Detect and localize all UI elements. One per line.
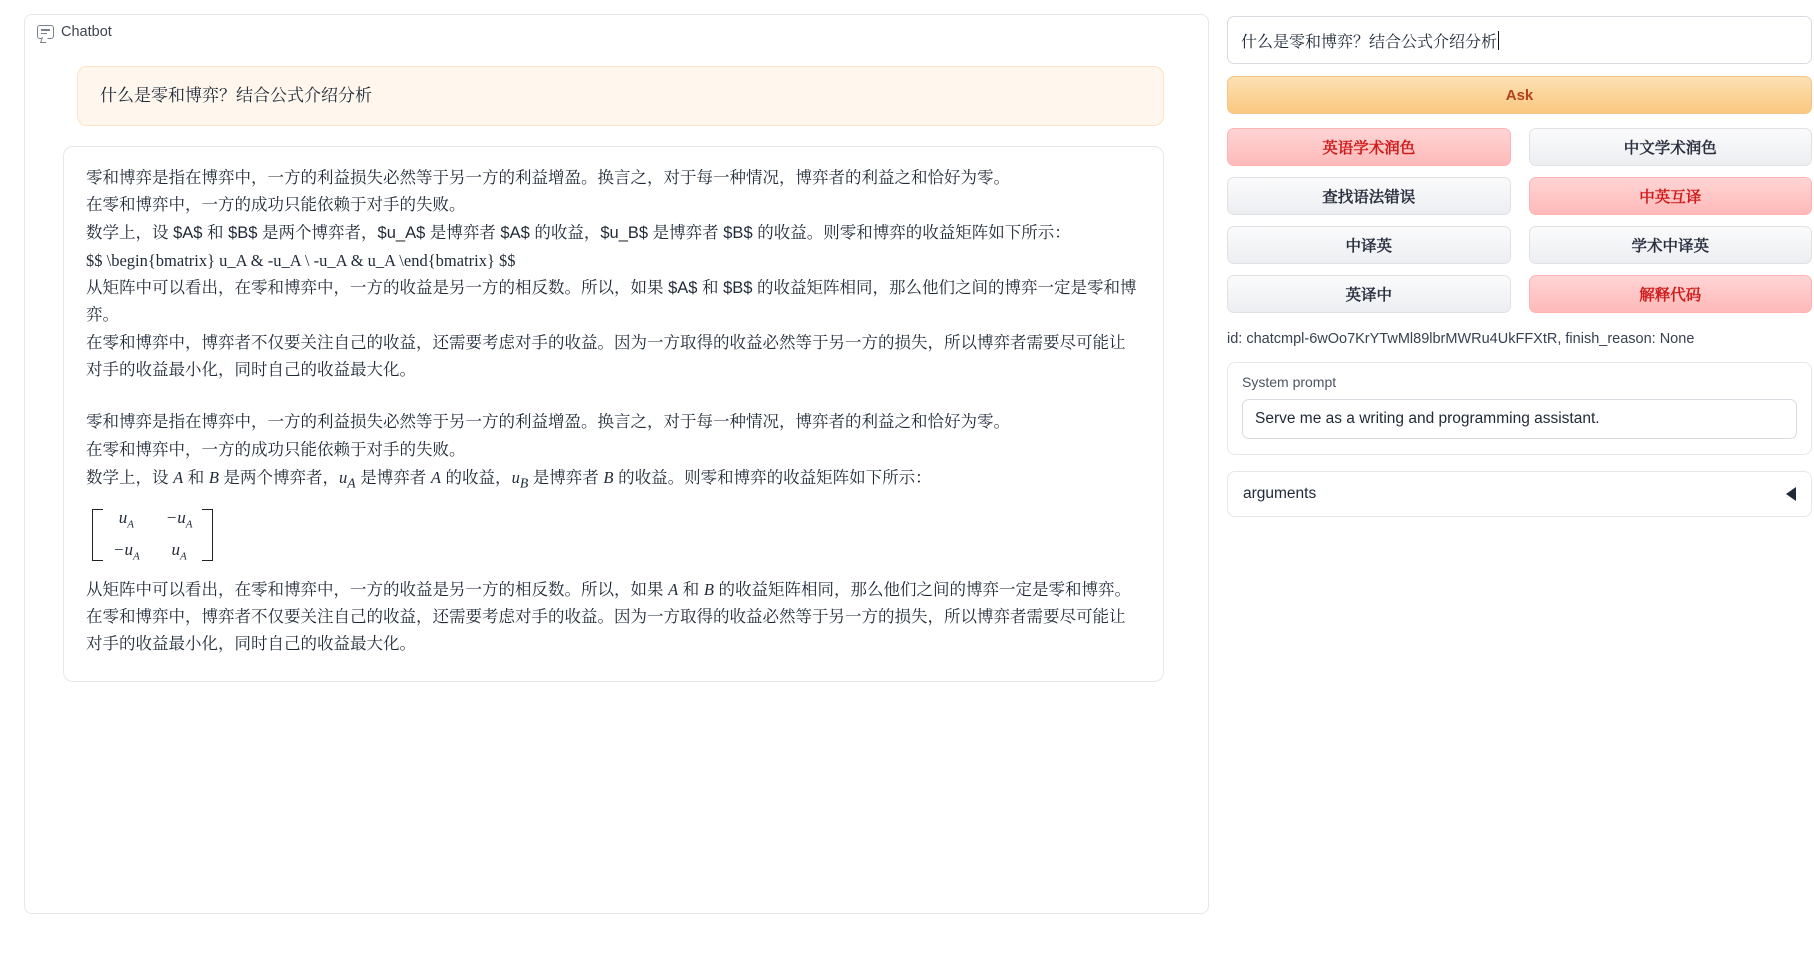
function-button-grid <box>1227 128 1812 313</box>
controls-column <box>1227 14 1812 961</box>
raw-paragraph-1: 零和博弈是指在博弈中，一方的利益损失必然等于另一方的利益增盈。换言之，对于每一种情况，博弈者的利益之和恰好为零。 <box>86 168 1010 187</box>
text-fragment: 数学上，设 <box>86 468 174 487</box>
matrix-bracket-left <box>92 509 103 561</box>
math-sub-a: A <box>347 474 356 490</box>
function-button-academic-zh-to-en[interactable]: 学术中译英 <box>1529 226 1813 264</box>
function-button-zh-to-en[interactable]: 中译英 <box>1227 226 1511 264</box>
ask-button[interactable]: Ask <box>1227 76 1812 114</box>
matrix-bracket-right <box>202 509 213 561</box>
text-fragment: 的收益矩阵相同，那么他们之间的博弈一定是零和博弈。 <box>713 580 1132 599</box>
rendered-paragraph-5 <box>86 577 1141 604</box>
text-fragment: 是博弈者 <box>528 468 604 487</box>
function-button-english-polish[interactable]: 英语学术润色 <box>1227 128 1511 166</box>
chatbot-header <box>25 15 1208 46</box>
chatbot-label: Chatbot <box>61 24 112 40</box>
arguments-label: arguments <box>1243 485 1317 502</box>
math-var-a3: A <box>668 579 679 599</box>
math-var-ua: u <box>339 467 348 487</box>
message-user: 什么是零和博弈？结合公式介绍分析 <box>77 66 1164 126</box>
raw-paragraph-2: 在零和博弈中，一方的成功只能依赖于对手的失败。 <box>86 196 466 215</box>
function-button-en-to-zh[interactable]: 英译中 <box>1227 275 1511 313</box>
rendered-paragraph-1: 零和博弈是指在博弈中，一方的利益损失必然等于另一方的利益增盈。换言之，对于每一种情况，博弈者的利益之和恰好为零。 <box>86 413 1010 432</box>
rendered-paragraph-6: 在零和博弈中，博弈者不仅要关注自己的收益，还需要考虑对手的收益。因为一方取得的收益必然等于另一方的损失，所以博弈者需要尽可能让对手的收益最小化，同时自己的收益最大化。 <box>86 608 1126 654</box>
text-fragment: 的收益。则零和博弈的收益矩阵如下所示： <box>613 468 932 487</box>
chevron-left-icon[interactable] <box>1786 487 1796 501</box>
math-sub-b: B <box>519 474 529 490</box>
text-fragment: 和 <box>678 580 704 599</box>
raw-paragraph-5: 从矩阵中可以看出，在零和博弈中，一方的收益是另一方的相反数。所以，如果 $A$ 和 $B$ 的收益矩阵相同，那么他们之间的博弈一定是零和博弈。 <box>86 279 1137 325</box>
text-caret <box>1498 31 1499 50</box>
math-var-a2: A <box>430 467 441 487</box>
chatbot-messages <box>25 46 1208 682</box>
matrix-cell: $u_A$ <box>118 508 134 531</box>
chat-bubble-icon <box>37 25 54 39</box>
function-button-find-grammar-errors[interactable]: 查找语法错误 <box>1227 177 1511 215</box>
function-button-explain-code[interactable]: 解释代码 <box>1529 275 1813 313</box>
text-fragment: 的收益， <box>440 468 512 487</box>
chat-column <box>24 14 1209 961</box>
function-button-zh-en-translate[interactable]: 中英互译 <box>1529 177 1813 215</box>
text-fragment: 和 <box>183 468 209 487</box>
math-var-b: B <box>208 467 219 487</box>
text-fragment: 从矩阵中可以看出，在零和博弈中，一方的收益是另一方的相反数。所以，如果 <box>86 580 669 599</box>
system-prompt-input[interactable]: Serve me as a writing and programming assistant. <box>1242 399 1797 439</box>
matrix-cells <box>103 500 202 570</box>
math-var-b2: B <box>603 467 614 487</box>
system-prompt-label: System prompt <box>1242 374 1337 390</box>
response-meta: id: chatcmpl-6wOo7KrYTwMl89lbrMWRu4UkFFXtR, finish_reason: None <box>1227 331 1695 347</box>
rendered-paragraph-2: 在零和博弈中，一方的成功只能依赖于对手的失败。 <box>86 440 466 459</box>
system-prompt-card <box>1227 362 1812 455</box>
raw-paragraph-6: 在零和博弈中，博弈者不仅要关注自己的收益，还需要考虑对手的收益。因为一方取得的收益必然等于另一方的损失，所以博弈者需要尽可能让对手的收益最小化，同时自己的收益最大化。 <box>86 333 1126 379</box>
text-fragment: 是博弈者 <box>355 468 431 487</box>
assistant-raw-block <box>86 165 1141 384</box>
math-var-a: A <box>173 467 184 487</box>
matrix-cell: $-u_A$ <box>113 540 140 563</box>
math-var-ub: u <box>511 467 520 487</box>
payoff-matrix <box>92 500 1141 570</box>
rendered-paragraph-3 <box>86 465 1141 495</box>
raw-latex-matrix: $$ \begin{bmatrix} u_A & -u_A \ -u_A & u_A \end{bmatrix} $$ <box>86 250 516 270</box>
text-fragment: 是两个博弈者， <box>218 468 340 487</box>
arguments-accordion[interactable] <box>1227 471 1812 517</box>
raw-paragraph-3: 数学上，设 $A$ 和 $B$ 是两个博弈者，$u_A$ 是博弈者 $A$ 的收益，$u_B$ 是博弈者 $B$ 的收益。则零和博弈的收益矩阵如下所示： <box>86 223 1071 242</box>
function-button-chinese-polish[interactable]: 中文学术润色 <box>1529 128 1813 166</box>
assistant-rendered-block <box>86 409 1141 658</box>
message-assistant <box>63 146 1164 682</box>
math-var-b3: B <box>703 579 714 599</box>
chatbot-panel <box>24 14 1209 914</box>
prompt-input[interactable] <box>1227 16 1812 64</box>
matrix-cell: $u_A$ <box>171 540 187 563</box>
matrix-cell: $-u_A$ <box>165 508 193 531</box>
prompt-input-value: 什么是零和博弈？结合公式介绍分析 <box>1241 33 1498 51</box>
